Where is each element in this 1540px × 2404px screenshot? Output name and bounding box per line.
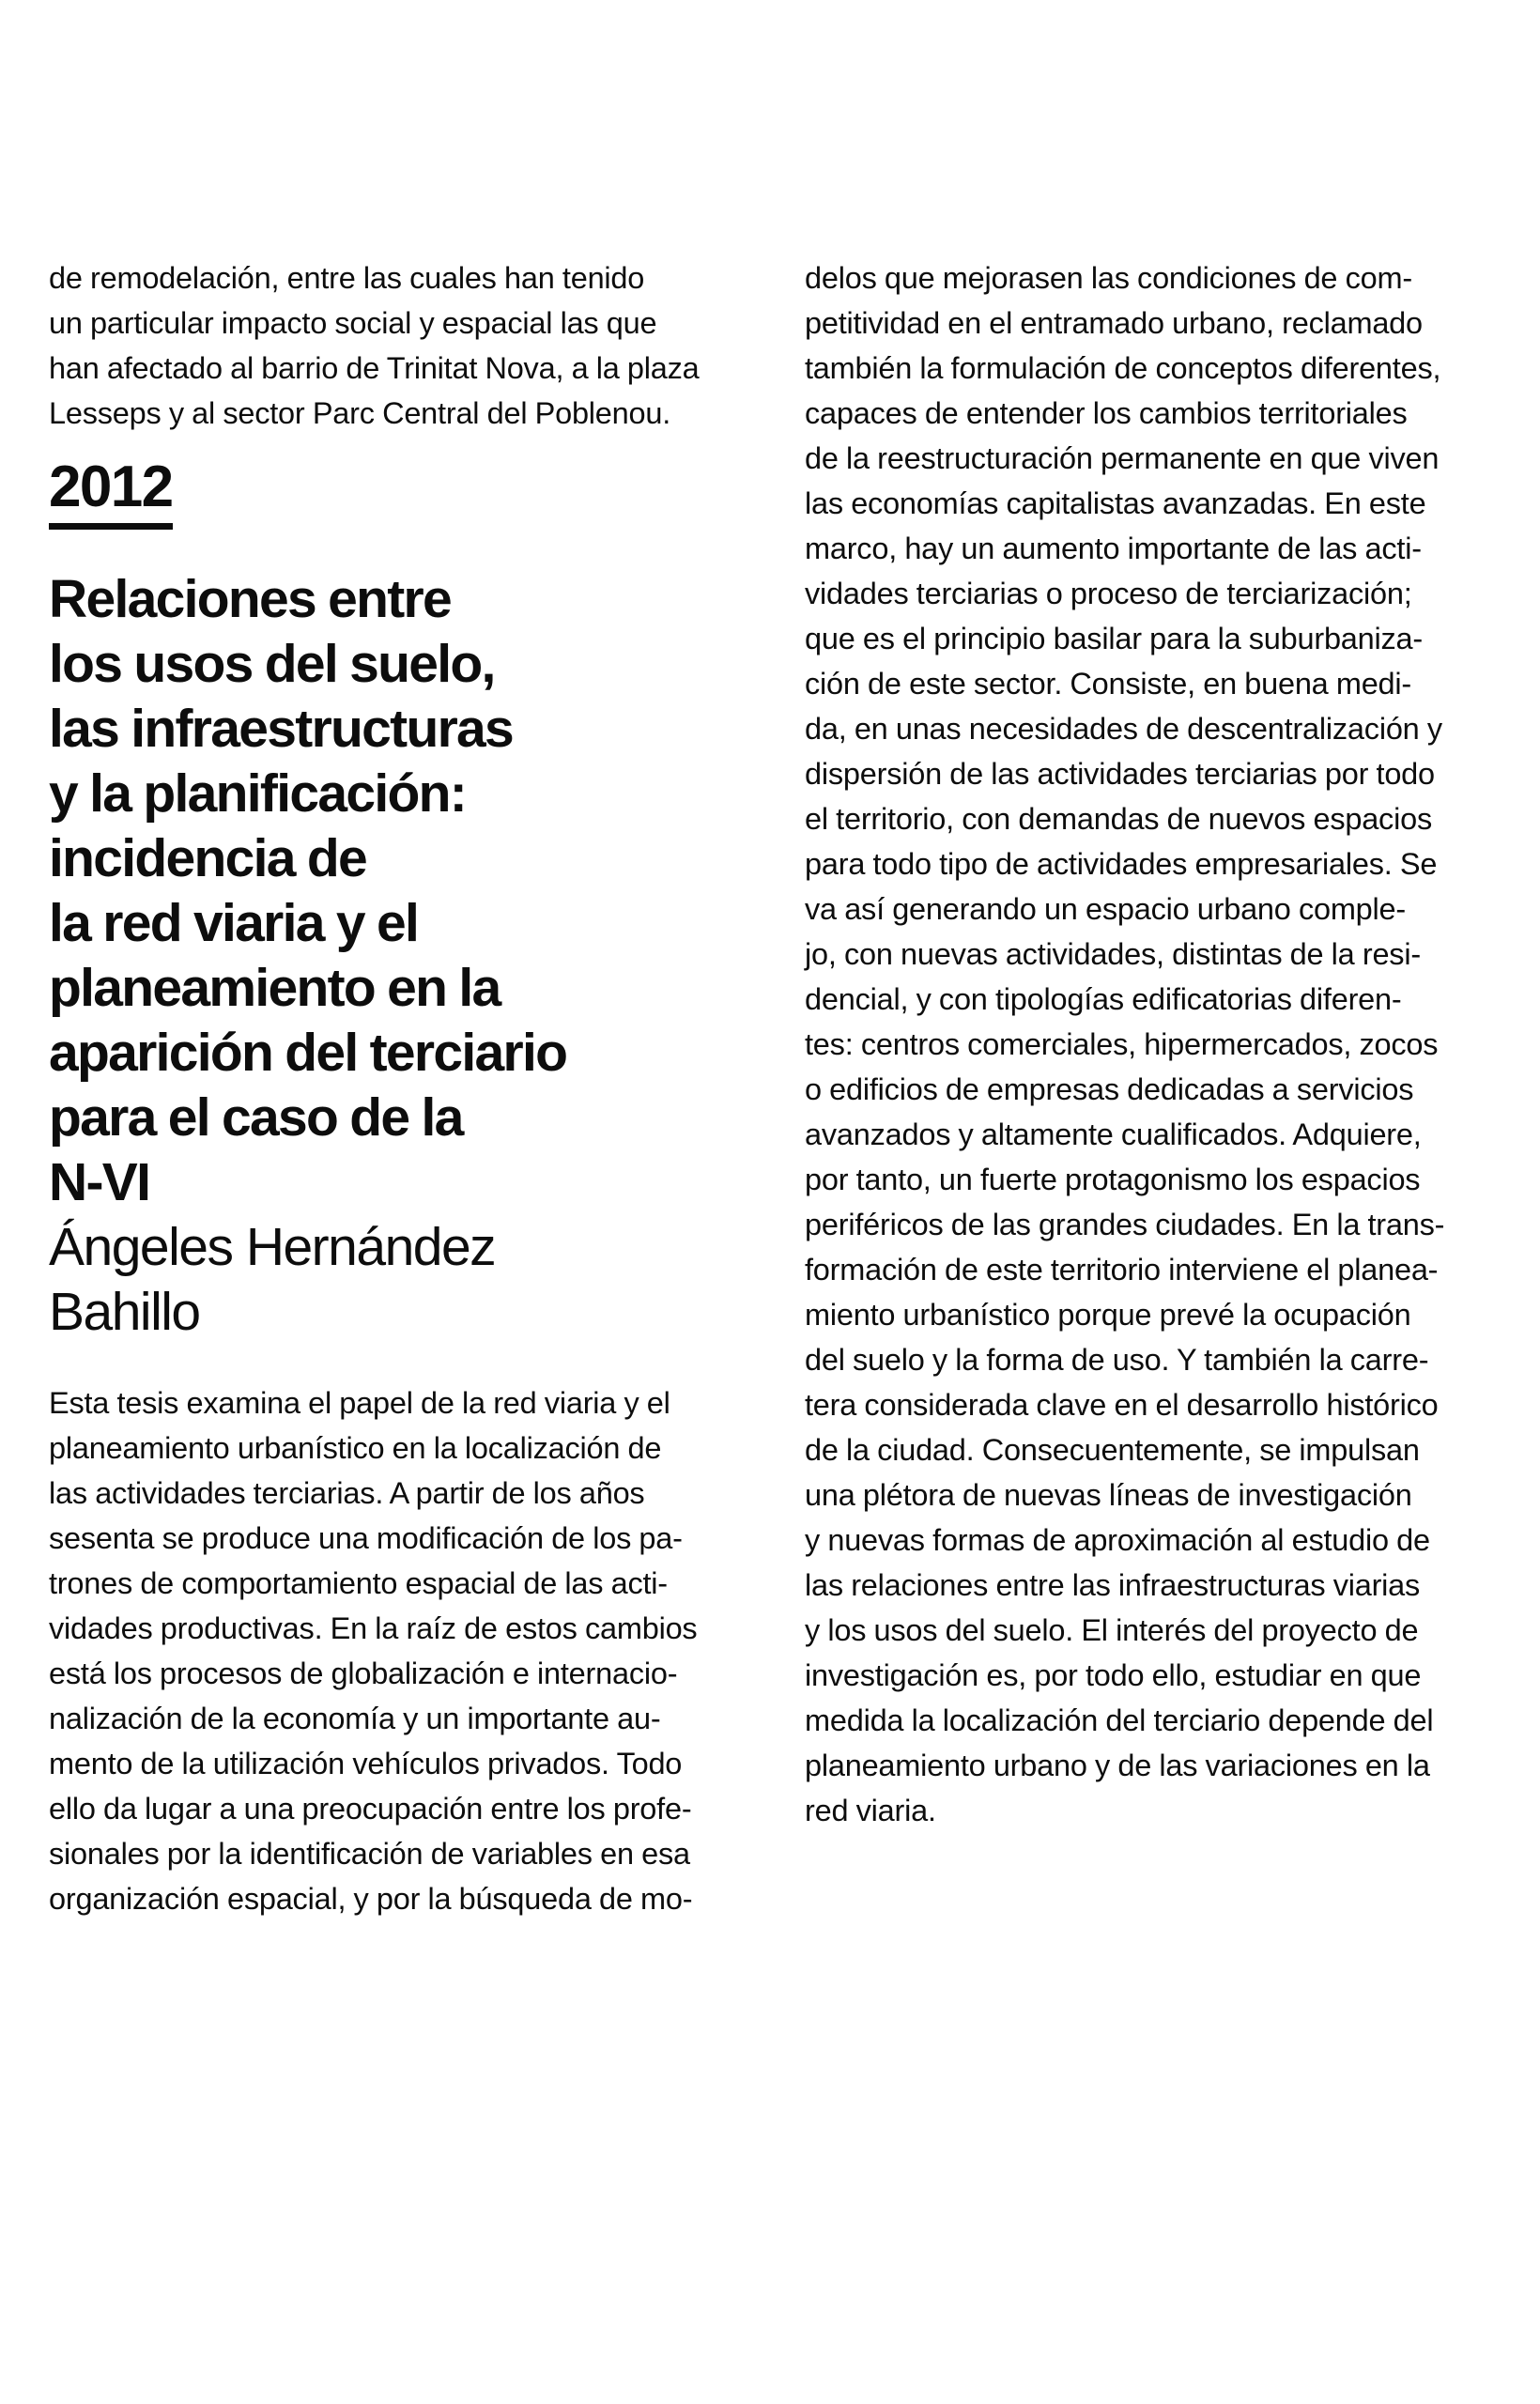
text-line: dencial, y con tipologías edificatorias diferen-: [805, 982, 1402, 1016]
title-line: para el caso de la: [49, 1087, 463, 1148]
page-title: [49, 567, 748, 1215]
text-line: tes: centros comerciales, hipermercados, zocos: [805, 1027, 1439, 1061]
text-line: las actividades terciarias. A partir de los años: [49, 1476, 645, 1510]
text-line: y los usos del suelo. El interés del proyecto de: [805, 1613, 1419, 1647]
text-line: un particular impacto social y espacial las que: [49, 306, 657, 340]
text-line: vidades productivas. En la raíz de estos cambios: [49, 1611, 698, 1645]
text-line: da, en unas necesidades de descentralización y: [805, 712, 1442, 746]
year-heading-wrapper: [49, 456, 748, 530]
author-line: Ángeles Hernández: [49, 1217, 496, 1277]
text-line: Esta tesis examina el papel de la red viaria y el: [49, 1386, 670, 1420]
text-line: tera considerada clave en el desarrollo histórico: [805, 1388, 1439, 1422]
left-column: [49, 255, 748, 1921]
left-continued-paragraph: [49, 255, 748, 436]
title-line: las infraestructuras: [49, 699, 514, 759]
abstract-paragraph: [49, 1380, 748, 1921]
year-heading: 2012: [49, 456, 173, 530]
text-line: nalización de la economía y un importante au-: [49, 1702, 661, 1735]
text-line: mento de la utilización vehículos privados. Todo: [49, 1747, 683, 1780]
right-continued-paragraph: [805, 255, 1504, 1833]
text-line: que es el principio basilar para la suburbaniza-: [805, 622, 1423, 655]
two-column-layout: [49, 255, 1467, 1921]
text-line: de la ciudad. Consecuentemente, se impulsan: [805, 1433, 1420, 1467]
text-line: por tanto, un fuerte protagonismo los espacios: [805, 1163, 1421, 1196]
text-line: miento urbanístico porque prevé la ocupación: [805, 1298, 1411, 1332]
text-line: delos que mejorasen las condiciones de com-: [805, 261, 1412, 295]
text-line: va así generando un espacio urbano comple-: [805, 892, 1406, 926]
title-line: Relaciones entre: [49, 569, 451, 629]
text-line: sionales por la identificación de variables en esa: [49, 1837, 690, 1871]
text-line: de la reestructuración permanente en que viven: [805, 441, 1440, 475]
title-line: N-VI: [49, 1152, 150, 1212]
text-line: han afectado al barrio de Trinitat Nova, a la plaza: [49, 351, 700, 385]
text-line: planeamiento urbano y de las variaciones en la: [805, 1749, 1430, 1782]
text-line: las relaciones entre las infraestructuras viarias: [805, 1568, 1421, 1602]
text-line: sesenta se produce una modificación de los pa-: [49, 1521, 683, 1555]
text-line: marco, hay un aumento importante de las acti-: [805, 532, 1422, 565]
title-line: planeamiento en la: [49, 958, 500, 1018]
text-line: vidades terciarias o proceso de terciarización;: [805, 577, 1412, 610]
text-line: jo, con nuevas actividades, distintas de la resi-: [805, 937, 1421, 971]
text-line: y nuevas formas de aproximación al estudio de: [805, 1523, 1430, 1557]
text-line: también la formulación de conceptos diferentes,: [805, 351, 1441, 385]
text-line: del suelo y la forma de uso. Y también la carre-: [805, 1343, 1429, 1377]
title-line: aparición del terciario: [49, 1023, 567, 1083]
right-column: [805, 255, 1504, 1833]
text-line: de remodelación, entre las cuales han tenido: [49, 261, 645, 295]
text-line: las economías capitalistas avanzadas. En este: [805, 486, 1426, 520]
text-line: el territorio, con demandas de nuevos espacios: [805, 802, 1432, 836]
text-line: o edificios de empresas dedicadas a servicios: [805, 1072, 1414, 1106]
title-line: la red viaria y el: [49, 893, 419, 953]
text-line: trones de comportamiento espacial de las acti-: [49, 1566, 668, 1600]
text-line: Lesseps y al sector Parc Central del Poblenou.: [49, 396, 671, 430]
title-line: y la planificación:: [49, 763, 466, 824]
title-line: incidencia de: [49, 828, 367, 888]
text-line: capaces de entender los cambios territoriales: [805, 396, 1408, 430]
text-line: formación de este territorio interviene el planea-: [805, 1253, 1439, 1287]
text-line: planeamiento urbanístico en la localización de: [49, 1431, 662, 1465]
text-line: periféricos de las grandes ciudades. En la trans-: [805, 1208, 1445, 1241]
text-line: organización espacial, y por la búsqueda de mo-: [49, 1882, 693, 1916]
text-line: ción de este sector. Consiste, en buena medi-: [805, 667, 1412, 701]
text-line: petitividad en el entramado urbano, reclamado: [805, 306, 1423, 340]
text-line: está los procesos de globalización e internacio-: [49, 1657, 678, 1690]
text-line: medida la localización del terciario depende del: [805, 1703, 1434, 1737]
text-line: dispersión de las actividades terciarias por todo: [805, 757, 1435, 791]
author-line: Bahillo: [49, 1282, 200, 1342]
text-line: avanzados y altamente cualificados. Adquiere,: [805, 1117, 1422, 1151]
title-line: los usos del suelo,: [49, 634, 495, 694]
author-name: [49, 1215, 748, 1345]
text-line: investigación es, por todo ello, estudiar en que: [805, 1658, 1422, 1692]
text-line: red viaria.: [805, 1794, 936, 1827]
text-line: ello da lugar a una preocupación entre los profe-: [49, 1792, 692, 1826]
text-line: una plétora de nuevas líneas de investigación: [805, 1478, 1412, 1512]
text-line: para todo tipo de actividades empresariales. Se: [805, 847, 1438, 881]
